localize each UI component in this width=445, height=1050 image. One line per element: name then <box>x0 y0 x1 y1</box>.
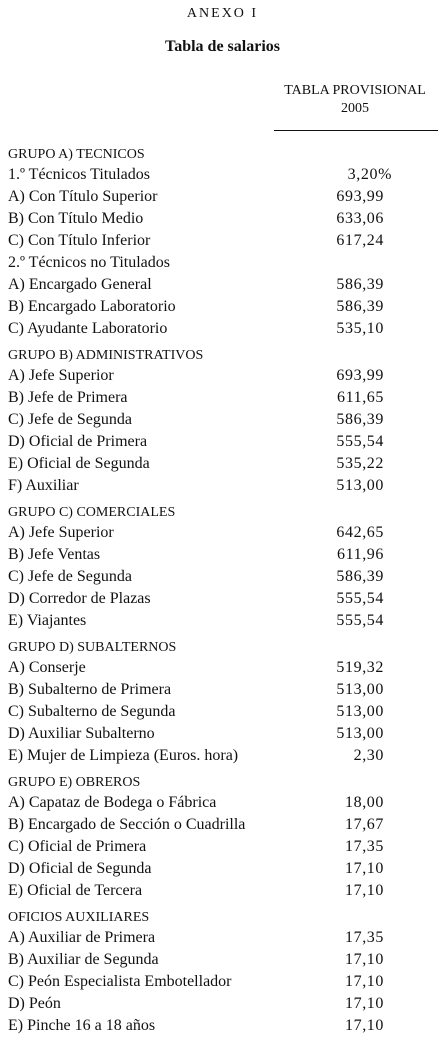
row-value: 17,10 <box>345 995 384 1012</box>
row-label: A) Con Título Superior <box>8 188 158 205</box>
row-label: E) Mujer de Limpieza (Euros. hora) <box>8 747 239 764</box>
row-label: C) Jefe de Segunda <box>8 411 132 428</box>
table-row <box>8 387 445 409</box>
row-value: 586,39 <box>336 298 384 315</box>
salary-table <box>8 145 445 1037</box>
row-value: 555,54 <box>336 433 384 450</box>
row-value: 17,10 <box>345 973 384 990</box>
row-value: 693,99 <box>336 188 384 205</box>
row-value: 611,65 <box>336 389 384 406</box>
column-header-line1: TABLA PROVISIONAL <box>284 83 426 98</box>
row-label: D) Oficial de Primera <box>8 433 148 450</box>
table-row <box>8 164 445 186</box>
row-label: A) Encargado General <box>8 276 152 293</box>
row-label: B) Auxiliar de Segunda <box>8 951 159 968</box>
table-row <box>8 186 445 208</box>
group-title: GRUPO C) COMERCIALES <box>8 505 176 520</box>
table-row <box>8 927 445 949</box>
table-row <box>8 679 445 701</box>
row-label: D) Peón <box>8 995 61 1012</box>
table-row <box>8 1015 445 1037</box>
table-row <box>8 475 445 497</box>
salary-group <box>8 503 445 632</box>
row-value: 18,00 <box>345 794 384 811</box>
row-value: 535,22 <box>336 455 384 472</box>
row-label: A) Jefe Superior <box>8 524 114 541</box>
row-label: F) Auxiliar <box>8 477 79 494</box>
row-value: 17,10 <box>345 1017 384 1034</box>
table-row <box>8 993 445 1015</box>
row-label: 1.º Técnicos Titulados <box>8 166 151 183</box>
row-label: E) Pinche 16 a 18 años <box>8 1017 156 1034</box>
row-label: E) Oficial de Segunda <box>8 455 150 472</box>
table-row <box>8 657 445 679</box>
row-label: D) Auxiliar Subalterno <box>8 725 155 742</box>
table-row <box>8 880 445 902</box>
row-label: B) Encargado de Sección o Cuadrilla <box>8 816 246 833</box>
row-value: 617,24 <box>336 232 384 249</box>
group-title: GRUPO A) TECNICOS <box>8 147 145 162</box>
row-label: C) Jefe de Segunda <box>8 568 132 585</box>
table-row <box>8 701 445 723</box>
table-row <box>8 318 445 340</box>
table-row <box>8 949 445 971</box>
row-label: C) Subalterno de Segunda <box>8 703 176 720</box>
row-value: 2,30 <box>353 747 384 764</box>
row-label: A) Auxiliar de Primera <box>8 929 156 946</box>
table-row <box>8 792 445 814</box>
table-row <box>8 544 445 566</box>
row-value: 3,20% <box>347 166 392 183</box>
group-title: GRUPO B) ADMINISTRATIVOS <box>8 348 204 363</box>
row-value: 513,00 <box>336 725 384 742</box>
row-label: E) Viajantes <box>8 612 87 629</box>
row-value: 586,39 <box>336 568 384 585</box>
table-row <box>8 409 445 431</box>
table-row <box>8 858 445 880</box>
row-value: 633,06 <box>336 210 384 227</box>
row-value: 642,65 <box>336 524 384 541</box>
row-value: 611,96 <box>336 546 384 563</box>
row-value: 17,35 <box>345 838 384 855</box>
table-row <box>8 365 445 387</box>
row-value: 586,39 <box>336 276 384 293</box>
table-row <box>8 252 445 274</box>
row-value: 17,10 <box>345 860 384 877</box>
row-value: 17,10 <box>345 951 384 968</box>
table-row <box>8 274 445 296</box>
column-header-line2: 2005 <box>341 101 369 116</box>
table-row <box>8 453 445 475</box>
row-value: 17,67 <box>345 816 384 833</box>
row-label: D) Oficial de Segunda <box>8 860 152 877</box>
group-title: GRUPO E) OBREROS <box>8 775 141 790</box>
row-label: A) Capataz de Bodega o Fábrica <box>8 794 217 811</box>
row-label: B) Subalterno de Primera <box>8 681 172 698</box>
table-row <box>8 836 445 858</box>
table-row <box>8 723 445 745</box>
table-row <box>8 814 445 836</box>
salary-group <box>8 908 445 1037</box>
table-row <box>8 208 445 230</box>
row-label: B) Jefe de Primera <box>8 389 128 406</box>
table-row <box>8 522 445 544</box>
row-value: 17,35 <box>345 929 384 946</box>
salary-group <box>8 638 445 767</box>
table-row <box>8 610 445 632</box>
row-label: C) Con Título Inferior <box>8 232 151 249</box>
row-value: 513,00 <box>336 477 384 494</box>
row-value: 586,39 <box>336 411 384 428</box>
annex-label: ANEXO I <box>186 6 259 21</box>
row-label: B) Con Título Medio <box>8 210 144 227</box>
row-label: E) Oficial de Tercera <box>8 882 143 899</box>
row-label: 2.º Técnicos no Titulados <box>8 254 171 271</box>
salary-group <box>8 346 445 497</box>
row-label: A) Conserje <box>8 659 86 676</box>
salary-group <box>8 145 445 340</box>
column-header <box>272 82 438 118</box>
group-title: OFICIOS AUXILIARES <box>8 910 150 925</box>
row-value: 693,99 <box>336 367 384 384</box>
row-label: B) Jefe Ventas <box>8 546 101 563</box>
table-row <box>8 745 445 767</box>
row-label: C) Oficial de Primera <box>8 838 147 855</box>
group-title: GRUPO D) SUBALTERNOS <box>8 640 177 655</box>
row-value: 17,10 <box>345 882 384 899</box>
row-value: 513,00 <box>336 681 384 698</box>
page-title: Tabla de salarios <box>165 38 280 55</box>
table-row <box>8 971 445 993</box>
row-label: C) Peón Especialista Embotellador <box>8 973 232 990</box>
table-row <box>8 431 445 453</box>
table-row <box>8 566 445 588</box>
row-label: A) Jefe Superior <box>8 367 114 384</box>
row-label: D) Corredor de Plazas <box>8 590 151 607</box>
row-value: 555,54 <box>336 612 384 629</box>
row-label: B) Encargado Laboratorio <box>8 298 176 315</box>
row-label: C) Ayudante Laboratorio <box>8 320 168 337</box>
salary-group <box>8 773 445 902</box>
row-value: 519,32 <box>336 659 384 676</box>
row-value: 513,00 <box>336 703 384 720</box>
table-row <box>8 296 445 318</box>
table-row <box>8 588 445 610</box>
column-header-rule <box>274 130 438 131</box>
table-row <box>8 230 445 252</box>
row-value: 535,10 <box>336 320 384 337</box>
row-value: 555,54 <box>336 590 384 607</box>
